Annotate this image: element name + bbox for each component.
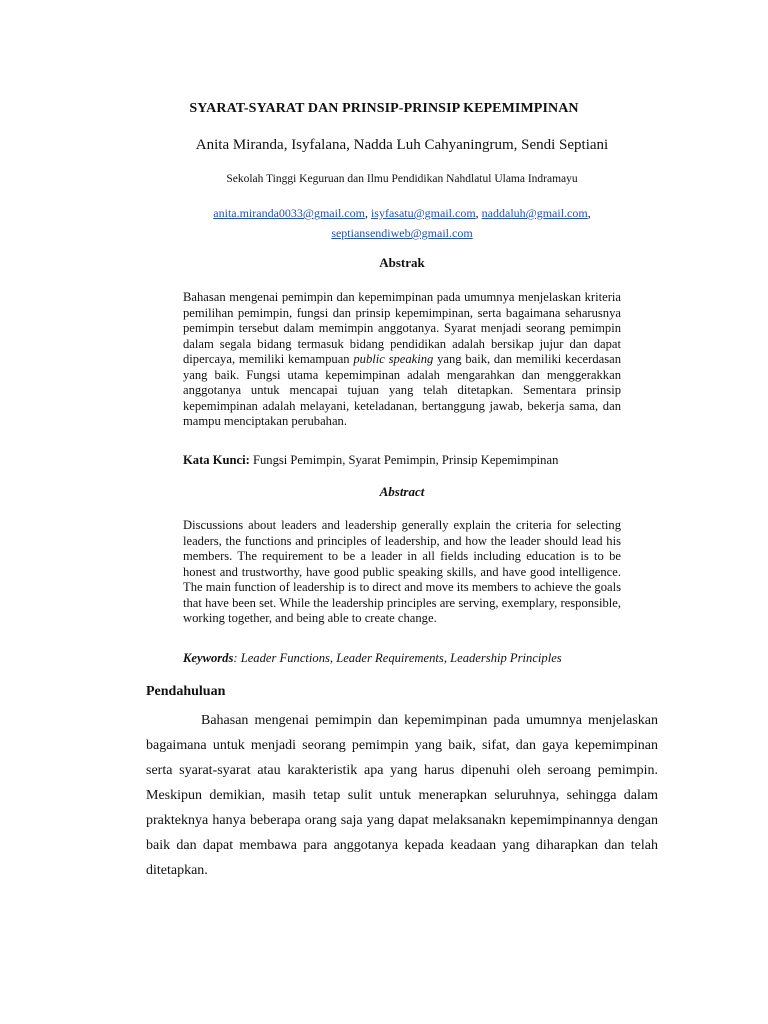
kata-kunci [183,453,633,468]
email-link[interactable]: septiansendiweb@gmail.com [331,226,473,240]
kata-kunci-label: Kata Kunci: [183,453,250,467]
keywords [183,651,633,666]
keywords-label: Keywords [183,651,234,665]
paper-title: SYARAT-SYARAT DAN PRINSIP-PRINSIP KEPEMIMPINAN [189,101,579,116]
abstrak-body [183,290,621,430]
keywords-values: : Leader Functions, Leader Requirements, Leadership Principles [233,651,562,665]
email-link[interactable]: isyfasatu@gmail.com [370,206,476,220]
pendahuluan-paragraph: Bahasan mengenai pemimpin dan kepemimpinan pada umumnya menjelaskan bagaimana untuk menjadi seorang pemimpin yang baik, sifat, dan gaya kepemimpinan serta syarat-syarat atau karakteristik apa yang harus dipenuhi oleh seroang pemimpin. Meskipun demikian, masih tetap sulit untuk menerapkan seluruhnya, sehingga dalam prakteknya hanya beberapa orang saja yang dapat melaksanakn kepemimpinannya dengan baik dan dapat membawa para anggotanya kepada keadaan yang diharapkan dan telah ditetapkan. [146,713,658,878]
pendahuluan-heading: Pendahuluan [146,684,226,699]
email-link[interactable]: naddaluh@gmail.com [481,206,588,220]
abstrak-heading: Abstrak [379,255,425,270]
abstrak-text-part: Bahasan mengenai pemimpin dan kepemimpinan pada umumnya menjelaskan kriteria pemilihan pemimpin, fungsi dan prinsip kepemimpinan, serta bagaimana seharusnya pemimpin tersebut dalam memimpin anggotanya. Syarat menjadi seorang pemimpin dalam segala bidang termasuk bidang pendidikan adalah bersikap jujur dan dapat dipercaya, memiliki kemampuan [183,290,621,366]
abstrak-italic-phrase: public speaking [353,352,434,366]
kata-kunci-values: Fungsi Pemimpin, Syarat Pemimpin, Prinsip Kepemimpinan [249,453,559,467]
email-list: anita.miranda0033@gmail.com, isyfasatu@gmail.com, naddaluh@gmail.com, septiansendiweb@gmail.com [213,206,591,240]
email-link[interactable]: anita.miranda0033@gmail.com [213,206,365,220]
affiliation: Sekolah Tinggi Keguruan dan Ilmu Pendidikan Nahdlatul Ulama Indramayu [226,173,578,185]
abstract-heading: Abstract [379,484,425,499]
abstrak-text-part: yang baik, dan memiliki kecerdasan yang baik. Fungsi utama kepemimpinan adalah mengarahkan dan menggerakkan anggotanya untuk mencapai tujuan yang telah ditetapkan. Sementara prinsip kepemimpinan adalah melayani, keteladanan, bertanggung jawab, bekerja sama, dan mampu menciptakan perubahan. [183,352,621,428]
author-list: Anita Miranda, Isyfalana, Nadda Luh Cahyaningrum, Sendi Septiani [195,137,609,153]
abstract-body: Discussions about leaders and leadership generally explain the criteria for selecting leaders, the functions and principles of leadership, and how the leader should lead his members. The requirement to be a leader in all fields including education is to be honest and trustworthy, have good public speaking skills, and have good intelligence. The main function of leadership is to direct and move its members to achieve the goals that have been set. While the leadership principles are serving, exemplary, responsible, working together, and being able to create change. [183,518,621,625]
